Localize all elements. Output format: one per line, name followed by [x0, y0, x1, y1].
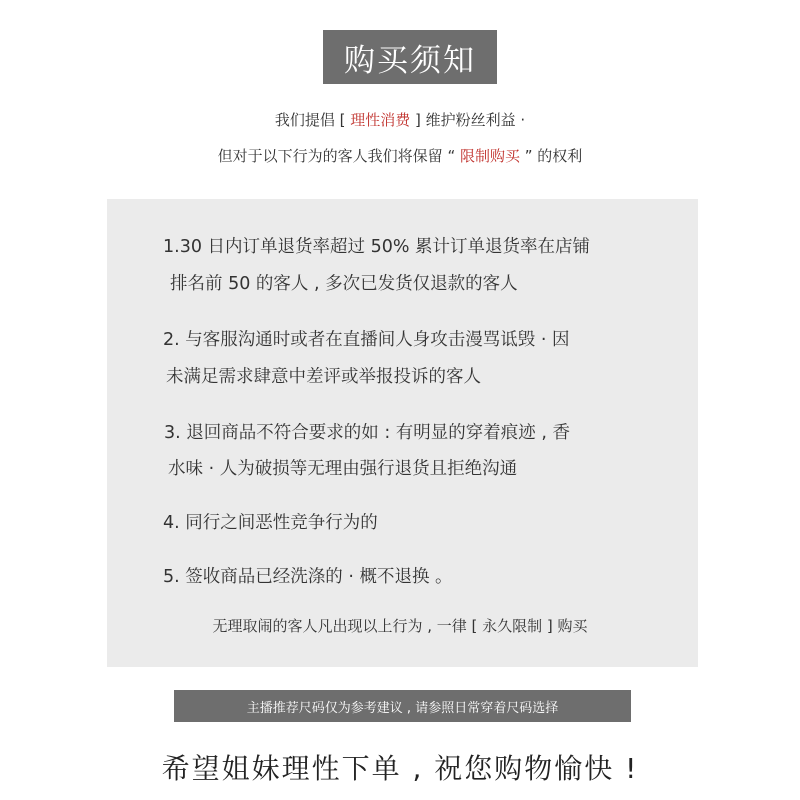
rule-3-line-1: 3. 退回商品不符合要求的如 : 有明显的穿着痕迹 , 香 [164, 423, 570, 443]
rule-3-line-2: 水味 · 人为破损等无理由强行退货且拒绝沟通 [168, 459, 518, 479]
rule-2-line-2: 未满足需求肆意中差评或举报投诉的客人 [166, 367, 481, 387]
intro-line-1-suffix: ] 维护粉丝利益 · [410, 111, 526, 129]
intro-line-2 [0, 145, 800, 166]
purchase-restriction-highlight: 限制购买 [459, 147, 520, 165]
closing-statement: 无理取闹的客人凡出现以上行为 , 一律 [ 永久限制 ] 购买 [212, 617, 588, 635]
intro-line-1-prefix: 我们提倡 [ [274, 111, 351, 129]
closing-wish: 希望姐妹理性下单 , 祝您购物愉快 ! [161, 752, 639, 785]
rule-4-line-1: 4. 同行之间恶性竞争行为的 [163, 513, 378, 533]
rule-5-line-1: 5. 签收商品已经洗涤的 · 概不退换 。 [163, 567, 453, 587]
size-advice-bar: 主播推荐尺码仅为参考建议 , 请参照日常穿着尺码选择 [174, 690, 631, 722]
intro-line-1 [0, 109, 800, 130]
rule-2-line-1: 2. 与客服沟通时或者在直播间人身攻击漫骂诋毁 · 因 [163, 330, 570, 350]
rule-1-line-1: 1.30 日内订单退货率超过 50% 累计订单退货率在店铺 [163, 237, 591, 257]
rule-1-line-2: 排名前 50 的客人 , 多次已发货仅退款的客人 [170, 274, 518, 294]
intro-line-2-suffix: ” 的权利 [520, 147, 583, 165]
intro-line-2-prefix: 但对于以下行为的客人我们将保留 “ [217, 147, 460, 165]
page-title: 购买须知 [323, 30, 497, 84]
rational-consumption-highlight: 理性消费 [350, 111, 411, 129]
